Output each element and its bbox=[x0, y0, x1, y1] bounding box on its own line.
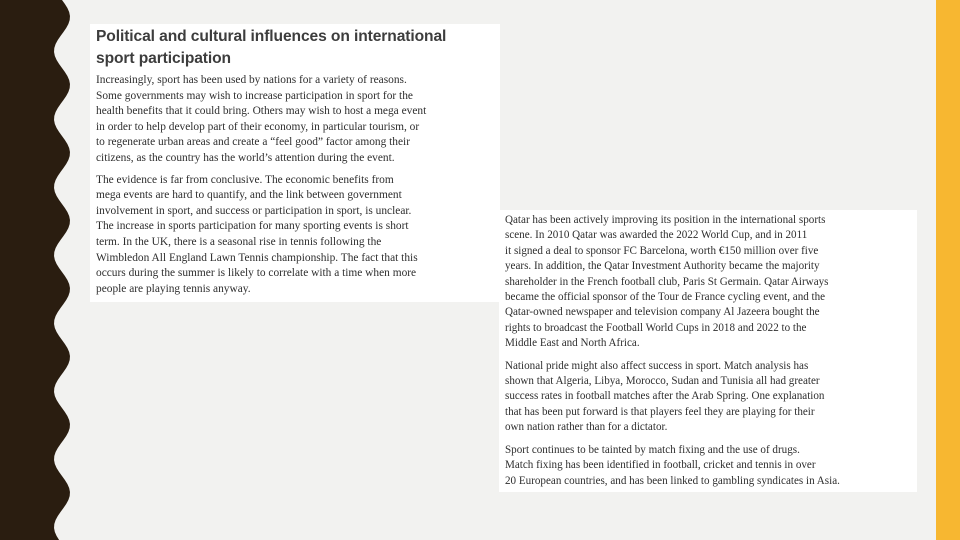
accent-stripe bbox=[936, 0, 960, 540]
text-line: shown that Algeria, Libya, Morocco, Sudan and Tunisia all had greater bbox=[505, 375, 820, 388]
text-line: own nation rather than for a dictator. bbox=[505, 421, 668, 434]
text-line: National pride might also affect success in sport. Match analysis has bbox=[505, 359, 809, 372]
text-line: Match fixing has been identified in football, cricket and tennis in over bbox=[505, 459, 816, 472]
heading-line: Political and cultural influences on international bbox=[96, 28, 447, 45]
text-line: involvement in sport, and success or participation in sport, is unclear. bbox=[96, 204, 412, 217]
paragraph bbox=[505, 443, 911, 489]
paragraph bbox=[96, 73, 494, 167]
text-line: Increasingly, sport has been used by nations for a variety of reasons. bbox=[96, 74, 407, 86]
paragraph bbox=[505, 213, 911, 352]
text-line: citizens, as the country has the world’s attention during the event. bbox=[96, 151, 395, 164]
paragraph bbox=[505, 359, 911, 436]
text-line: Qatar-owned newspaper and television company Al Jazeera bought the bbox=[505, 306, 820, 319]
section-heading bbox=[96, 26, 494, 70]
text-line: health benefits that it could bring. Others may wish to host a mega event bbox=[96, 105, 427, 118]
text-line: term. In the UK, there is a seasonal rise in tennis following the bbox=[96, 235, 382, 248]
text-line: Wimbledon All England Lawn Tennis championship. The fact that this bbox=[96, 251, 418, 264]
text-line: to regenerate urban areas and create a “feel good” factor among their bbox=[96, 136, 411, 149]
text-line: years. In addition, the Qatar Investment Authority became the majority bbox=[505, 260, 820, 273]
decorative-wave-band bbox=[0, 0, 72, 540]
text-line: that has been put forward is that players feel they are playing for their bbox=[505, 405, 815, 418]
text-line: success rates in football matches after the Arab Spring. One explanation bbox=[505, 390, 825, 403]
paragraph bbox=[96, 173, 494, 298]
text-line: Some governments may wish to increase participation in sport for the bbox=[96, 89, 413, 102]
text-line: occurs during the summer is likely to correlate with a time when more bbox=[96, 267, 417, 280]
text-line: Qatar has been actively improving its position in the international sports bbox=[505, 214, 826, 226]
text-line: mega events are hard to quantify, and the link between government bbox=[96, 189, 402, 202]
text-line: scene. In 2010 Qatar was awarded the 2022 World Cup, and in 2011 bbox=[505, 229, 808, 242]
left-text-panel bbox=[90, 24, 500, 302]
right-text-panel bbox=[499, 210, 917, 492]
text-line: in order to help develop part of their economy, in particular tourism, or bbox=[96, 120, 420, 133]
text-line: Middle East and North Africa. bbox=[505, 337, 640, 350]
heading-line: sport participation bbox=[96, 50, 231, 67]
text-line: it signed a deal to sponsor FC Barcelona, worth €150 million over five bbox=[505, 244, 819, 257]
text-line: The evidence is far from conclusive. The economic benefits from bbox=[96, 173, 394, 186]
text-line: shareholder in the French football club, Paris St Germain. Qatar Airways bbox=[505, 275, 829, 288]
text-line: became the official sponsor of the Tour de France cycling event, and the bbox=[505, 291, 826, 304]
text-line: rights to broadcast the Football World Cups in 2018 and 2022 to the bbox=[505, 321, 807, 334]
text-line: 20 European countries, and has been linked to gambling syndicates in Asia. bbox=[505, 474, 840, 487]
text-line: people are playing tennis anyway. bbox=[96, 282, 251, 295]
text-line: The increase in sports participation for many sporting events is short bbox=[96, 220, 409, 233]
text-line: Sport continues to be tainted by match fixing and the use of drugs. bbox=[505, 443, 800, 456]
